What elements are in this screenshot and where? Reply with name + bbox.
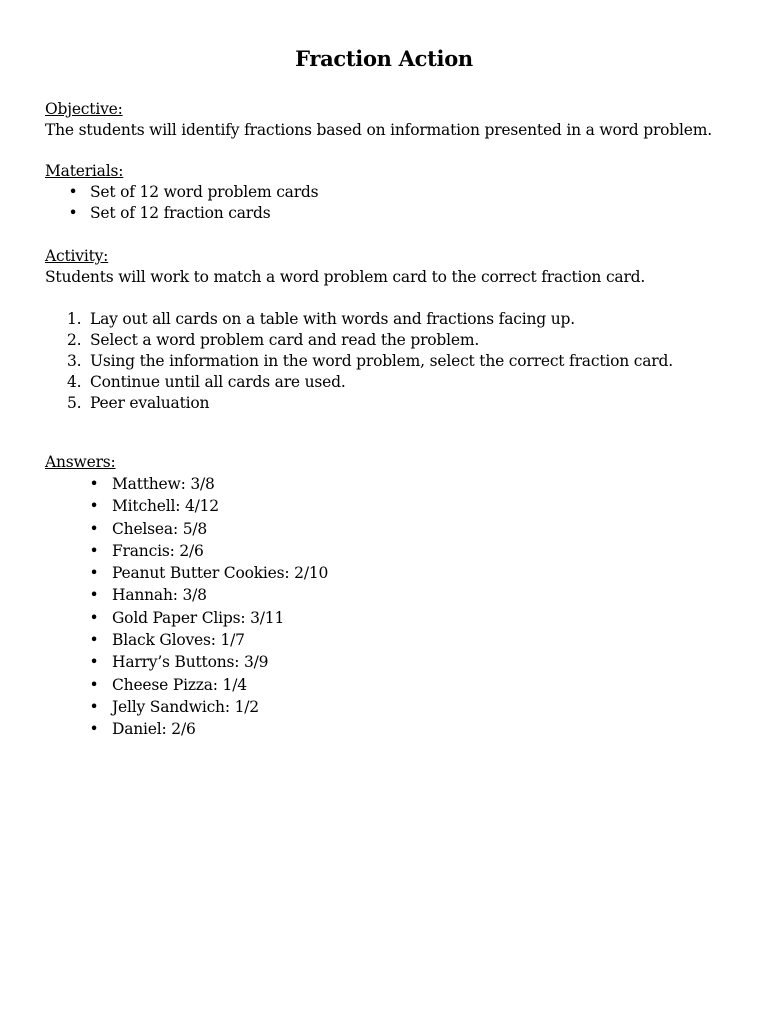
list-item — [87, 473, 745, 495]
list-item — [87, 674, 745, 696]
bullet-icon: • — [89, 497, 99, 516]
list-item — [87, 562, 745, 584]
answer-item: Gold Paper Clips: 3/11 — [112, 608, 285, 627]
bullet-icon: • — [89, 675, 99, 694]
answer-item: Harry’s Buttons: 3/9 — [112, 653, 269, 672]
materials-section — [45, 161, 745, 224]
material-item: Set of 12 fraction cards — [90, 204, 271, 222]
step-number: 4. — [67, 373, 82, 391]
answer-item: Matthew: 3/8 — [112, 475, 215, 493]
answers-section — [45, 452, 745, 741]
activity-section — [45, 246, 745, 288]
bullet-icon: • — [89, 586, 99, 605]
list-item — [66, 203, 745, 224]
list-item — [67, 351, 745, 372]
activity-text: Students will work to match a word problem card to the correct fraction card. — [45, 268, 646, 286]
answer-item: Hannah: 3/8 — [112, 586, 207, 605]
step-text: Using the information in the word problem, select the correct fraction card. — [90, 352, 673, 370]
activity-heading: Activity: — [45, 247, 109, 265]
answer-item: Jelly Sandwich: 1/2 — [112, 697, 259, 716]
step-text: Peer evaluation — [90, 394, 210, 412]
answer-item: Black Gloves: 1/7 — [112, 631, 245, 650]
list-item — [87, 584, 745, 606]
activity-steps-section — [45, 309, 745, 414]
answer-item: Cheese Pizza: 1/4 — [112, 675, 247, 694]
list-item — [87, 696, 745, 718]
answer-item: Daniel: 2/6 — [112, 720, 196, 739]
objective-section — [45, 99, 745, 141]
step-number: 1. — [67, 310, 82, 328]
answer-item: Mitchell: 4/12 — [112, 497, 219, 516]
answers-list — [45, 473, 745, 741]
list-item — [87, 540, 745, 562]
objective-heading: Objective: — [45, 100, 123, 118]
bullet-icon: • — [89, 631, 99, 650]
bullet-icon: • — [89, 519, 99, 538]
bullet-icon: • — [89, 564, 99, 583]
bullet-icon: • — [89, 653, 99, 672]
materials-list — [45, 182, 745, 224]
list-item — [87, 718, 745, 740]
list-item — [67, 372, 745, 393]
step-number: 5. — [67, 394, 82, 412]
bullet-icon: • — [89, 608, 99, 627]
answers-heading: Answers: — [45, 453, 116, 471]
bullet-icon: • — [89, 475, 99, 493]
step-number: 3. — [67, 352, 82, 370]
list-item — [87, 518, 745, 540]
step-text: Continue until all cards are used. — [90, 373, 346, 391]
list-item — [67, 330, 745, 351]
answer-item: Chelsea: 5/8 — [112, 519, 208, 538]
list-item — [87, 495, 745, 517]
list-item — [87, 607, 745, 629]
bullet-icon: • — [68, 183, 78, 201]
bullet-icon: • — [89, 541, 99, 560]
list-item — [87, 629, 745, 651]
list-item — [66, 182, 745, 203]
page-title: Fraction Action — [295, 46, 473, 71]
objective-text: The students will identify fractions based on information presented in a word problem. — [45, 121, 712, 139]
step-text: Select a word problem card and read the problem. — [90, 331, 480, 349]
list-item — [67, 393, 745, 414]
list-item — [67, 309, 745, 330]
bullet-icon: • — [89, 720, 99, 739]
material-item: Set of 12 word problem cards — [90, 183, 319, 201]
answer-item: Francis: 2/6 — [112, 541, 204, 560]
bullet-icon: • — [89, 697, 99, 716]
answer-item: Peanut Butter Cookies: 2/10 — [112, 564, 329, 583]
materials-heading: Materials: — [45, 162, 124, 180]
activity-steps-list — [45, 309, 745, 414]
list-item — [87, 651, 745, 673]
step-number: 2. — [67, 331, 82, 349]
bullet-icon: • — [68, 204, 78, 222]
step-text: Lay out all cards on a table with words and fractions facing up. — [90, 310, 575, 328]
